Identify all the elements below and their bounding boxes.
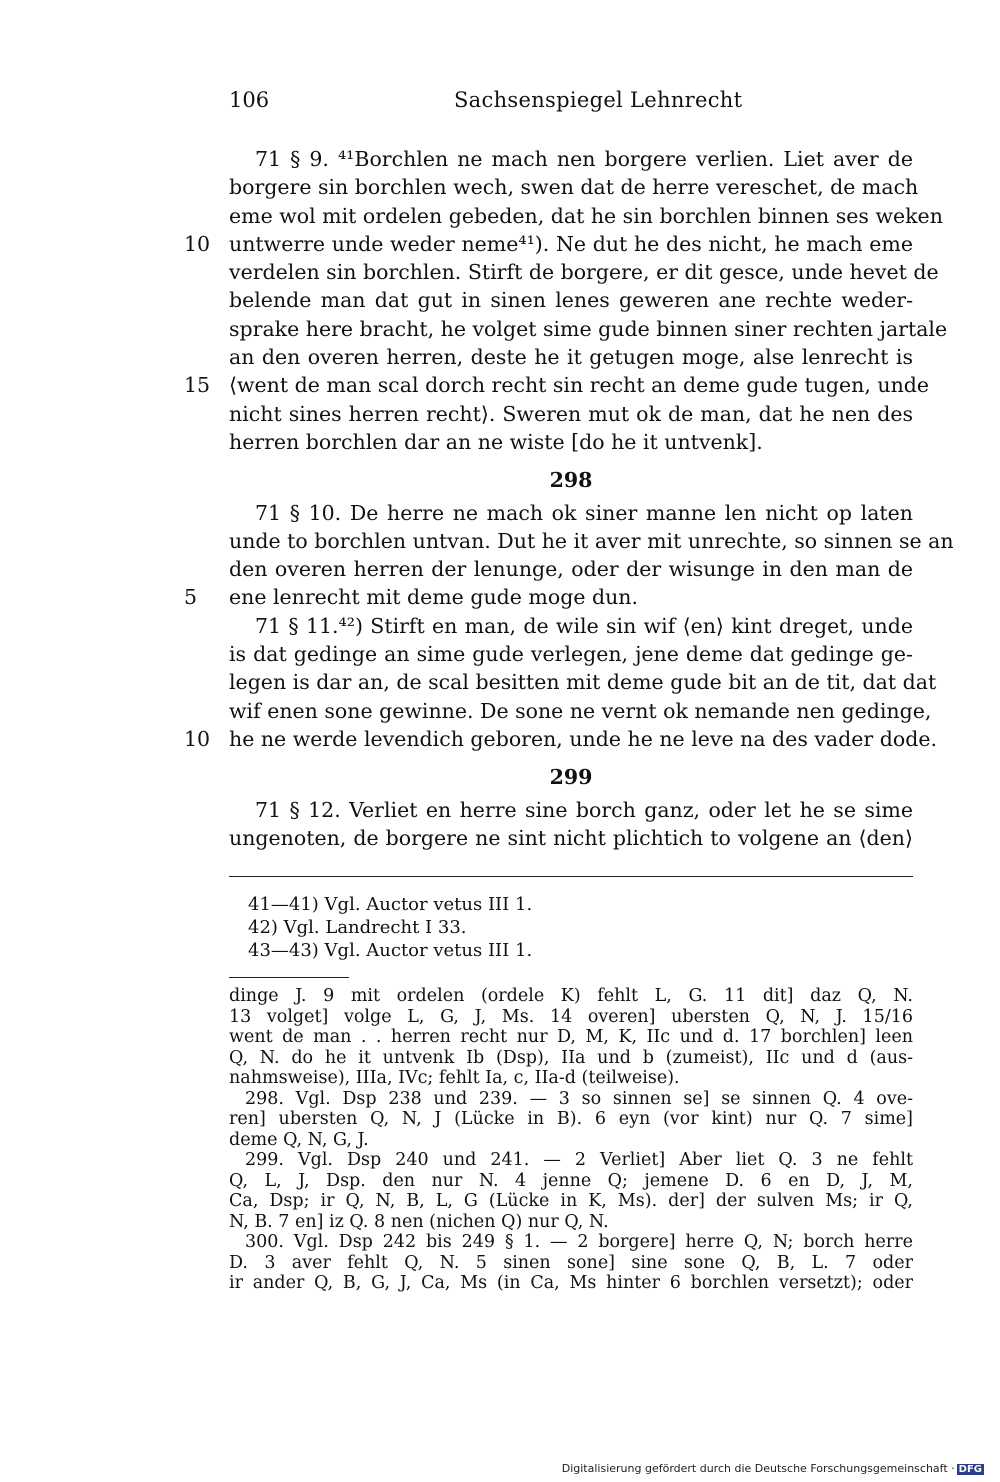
section-number: 298 bbox=[549, 468, 593, 493]
apparatus-line: 298. Vgl. Dsp 238 und 239. — 3 so sinnen se] se sinnen Q. 4 ove- bbox=[245, 1088, 913, 1109]
line-number: 5 bbox=[184, 585, 198, 610]
text-line: 10 he ne werde levendich geboren, unde he ne leve na des vader dode. bbox=[229, 725, 913, 753]
footnote: 43—43) Vgl. Auctor vetus III 1. bbox=[248, 940, 533, 961]
apparatus-line: deme Q, N, G, J. bbox=[229, 1129, 369, 1150]
text-line: 71 § 10. De herre ne mach ok siner manne len nicht op laten bbox=[255, 500, 913, 525]
footnote-rule bbox=[229, 876, 913, 877]
line-number: 10 bbox=[184, 726, 211, 751]
text-line: eme wol mit ordelen gebeden, dat he sin borchlen binnen ses weken bbox=[229, 203, 943, 228]
apparatus-line: nahmsweise), IIIa, IVc; fehlt Ia, c, IIa-d (teilweise). bbox=[229, 1068, 680, 1088]
apparatus-line: Q, L, J, Dsp. den nur N. 4 jenne Q; jemene D. 6 en D, J, M, bbox=[229, 1170, 913, 1191]
text-line: is dat gedinge an sime gude verlegen, jene deme dat gedinge ge- bbox=[229, 642, 913, 667]
text-line: an den overen herren, deste he it getugen moge, alse lenrecht is bbox=[229, 345, 913, 370]
text-line: 5 ene lenrecht mit deme gude moge dun. bbox=[229, 583, 913, 611]
apparatus-line: Ca, Dsp; ir Q, N, B, L, G (Lücke in K, Ms). der] der sulven Ms; ir Q, bbox=[229, 1191, 913, 1211]
line-number: 15 bbox=[184, 373, 211, 398]
text-line: den overen herren der lenunge, oder der wisunge in den man de bbox=[229, 557, 913, 582]
line-number: 10 bbox=[184, 231, 211, 256]
apparatus-line: 13 volget] volge L, G, J, Ms. 14 overen] ubersten Q, N, J. 15/16 bbox=[229, 1006, 913, 1027]
footnote: 42) Vgl. Landrecht I 33. bbox=[248, 917, 467, 938]
apparatus-line: went de man . . herren recht nur D, M, K, IIc und d. 17 borchlen] leen bbox=[229, 1027, 913, 1047]
text-line: belende man dat gut in sinen lenes geweren ane rechte weder- bbox=[229, 288, 913, 313]
text-line: unde to borchlen untvan. Dut he it aver mit unrechte, so sinnen se an bbox=[229, 528, 954, 553]
apparatus-line: Q, N. do he it untvenk Ib (Dsp), IIa und b (zumeist), IIc und d (aus- bbox=[229, 1047, 913, 1068]
text-line: sprake here bracht, he volget sime gude binnen siner rechten jartale bbox=[229, 316, 948, 341]
apparatus-line: ir ander Q, B, G, J, Ca, Ms (in Ca, Ms hinter 6 borchlen versetzt); oder bbox=[229, 1273, 913, 1293]
text-line: 15 ⟨went de man scal dorch recht sin recht an deme gude tugen, unde bbox=[229, 371, 913, 399]
critical-apparatus bbox=[229, 986, 913, 1294]
apparatus-line: 299. Vgl. Dsp 240 und 241. — 2 Verliet] Aber liet Q. 3 ne fehlt bbox=[245, 1150, 913, 1170]
text-line: legen is dar an, de scal besitten mit deme gude bit an de tit, dat dat bbox=[229, 670, 937, 695]
dfg-logo: DFG bbox=[958, 1464, 982, 1475]
apparatus-line: dinge J. 9 mit ordelen (ordele K) fehlt L, G. 11 dit] daz Q, N. bbox=[229, 986, 913, 1006]
text-line: wif enen sone gewinne. De sone ne vernt ok nemande nen gedinge, bbox=[229, 698, 932, 723]
digitization-credit bbox=[562, 1462, 984, 1475]
apparatus-rule bbox=[229, 977, 349, 978]
credit-text: Digitalisierung gefördert durch die Deutsche Forschungsgemeinschaft · bbox=[561, 1462, 955, 1475]
text-line: nicht sines herren recht⟩. Sweren mut ok de man, dat he nen des bbox=[229, 401, 913, 426]
footnotes bbox=[248, 893, 532, 962]
apparatus-line: N, B. 7 en] iz Q. 8 nen (nichen Q) nur Q, N. bbox=[229, 1211, 609, 1232]
text-line: borgere sin borchlen wech, swen dat de herre vereschet, de mach bbox=[229, 175, 919, 200]
main-text bbox=[184, 145, 954, 852]
text-line: verdelen sin borchlen. Stirft de borgere, er dit gesce, unde hevet de bbox=[229, 260, 939, 285]
text-line: 71 § 12. Verliet en herre sine borch ganz, oder let he se sime bbox=[255, 797, 913, 822]
apparatus-line: ren] ubersten Q, N, J (Lücke in B). 6 eyn (vor kint) nur Q. 7 sime] bbox=[229, 1109, 913, 1129]
footnote: 41—41) Vgl. Auctor vetus III 1. bbox=[248, 894, 533, 915]
text-line: herren borchlen dar an ne wiste [do he it untvenk]. bbox=[229, 429, 763, 454]
running-title: Sachsenspiegel Lehnrecht bbox=[454, 88, 743, 112]
text-line: 71 § 11.⁴²) Stirft en man, de wile sin wif ⟨en⟩ kint dreget, unde bbox=[255, 613, 913, 638]
section-number: 299 bbox=[549, 765, 593, 790]
text-line: 10 untwerre unde weder neme⁴¹). Ne dut he des nicht, he mach eme bbox=[229, 230, 913, 258]
apparatus-line: D. 3 aver fehlt Q, N. 5 sinen sone] sine sone Q, B, L. 7 oder bbox=[229, 1252, 913, 1273]
text-line: 71 § 9. ⁴¹Borchlen ne mach nen borgere verlien. Liet aver de bbox=[255, 147, 913, 171]
page-number: 106 bbox=[229, 88, 270, 112]
apparatus-line: 300. Vgl. Dsp 242 bis 249 § 1. — 2 borgere] herre Q, N; borch herre bbox=[245, 1232, 913, 1252]
text-line: ungenoten, de borgere ne sint nicht plichtich to volgene an ⟨den⟩ bbox=[229, 825, 913, 850]
